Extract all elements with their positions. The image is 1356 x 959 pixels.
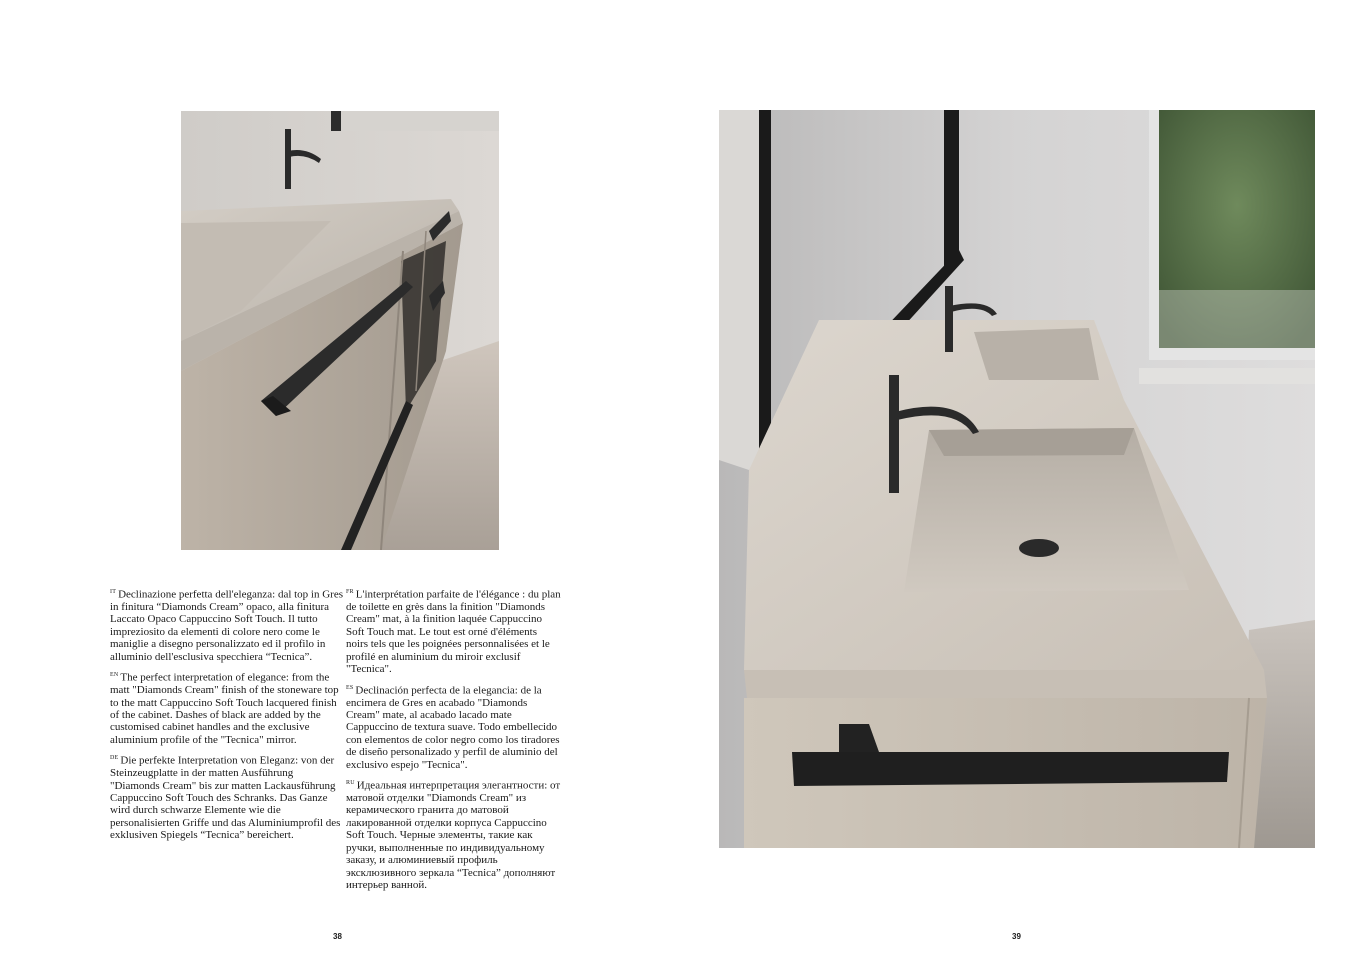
paragraph-text: Declinación perfecta de la elegancia: de la encimera de Gres en acabado "Diamonds Cream" mate, al acabado lacado mate Cappuccino de textura suave. Todo embellecido con elementos de color negro como los tiradores de diseño personalizado y perfil de aluminio del exclusivo espejo "Tecnica". xyxy=(346,684,560,771)
text-column-right xyxy=(346,586,561,897)
left-page-photo xyxy=(181,111,499,550)
paragraph-text: Идеальная интерпретация элегантности: от матовой отделки "Diamonds Cream" из керамического гранита до матовой лакированной отделки корпуса Cappuccino Soft Touch. Черные элементы, такие как ручки, выполненные по индивидуальному заказу, и алюминиевый профиль эксклюзивного зеркала “Tecnica” дополняют интерьер ванной. xyxy=(346,779,561,891)
vanity-detail-illustration xyxy=(181,111,499,550)
paragraph-text: Die perfekte Interpretation von Eleganz: von der Steinzeugplatte in der matten Ausführung "Diamonds Cream" bis zur matten Lackausführung Cappuccino Soft Touch des Schranks. Das Ganze wird durch schwarze Elemente wie die personalisierten Griffe und das Aluminiumprofil des exklusiven Spiegels “Tecnica” bereichert. xyxy=(110,754,341,842)
page-number-left: 38 xyxy=(333,932,342,941)
right-page-photo xyxy=(719,110,1315,848)
lang-code: DE xyxy=(110,755,119,762)
paragraph-text: Declinazione perfetta dell'eleganza: dal top in Gres in finitura “Diamonds Cream” opaco, alla finitura Laccato Opaco Cappuccino Soft Touch. Il tutto impreziosito da elementi di colore nero come le maniglie a disegno personalizzato ed il profilo in alluminio dell'esclusiva specchiera “Tecnica”. xyxy=(110,588,344,663)
paragraph-ru xyxy=(346,777,561,891)
lang-code: IT xyxy=(110,589,117,595)
lang-code: RU xyxy=(346,780,355,786)
paragraph-text: The perfect interpretation of elegance: from the matt "Diamonds Cream" finish of the stoneware top to the matt Cappuccino Soft Touch lacquered finish of the cabinet. Dashes of black are added by the customised cabinet handles and the exclusive aluminium profile of the "Tecnica" mirror. xyxy=(110,671,339,746)
lang-code: FR xyxy=(346,589,354,595)
paragraph-es xyxy=(346,682,561,772)
lang-code: ES xyxy=(346,684,354,691)
page-number-right: 39 xyxy=(1012,932,1021,941)
double-washbasin-illustration xyxy=(719,110,1315,848)
paragraph-en xyxy=(110,669,345,746)
paragraph-it xyxy=(110,586,345,663)
text-column-left xyxy=(110,586,345,848)
paragraph-de xyxy=(110,752,345,842)
paragraph-text: L'interprétation parfaite de l'élégance : du plan de toilette en grès dans la finition "Diamonds Cream" mat, à la finition laquée Cappuccino Soft Touch mat. Le tout est orné d'éléments noirs tels que les poignées personnalisées et le profilé en aluminium du miroir exclusif "Tecnica". xyxy=(346,588,561,676)
paragraph-fr xyxy=(346,586,561,676)
lang-code: EN xyxy=(110,672,119,679)
